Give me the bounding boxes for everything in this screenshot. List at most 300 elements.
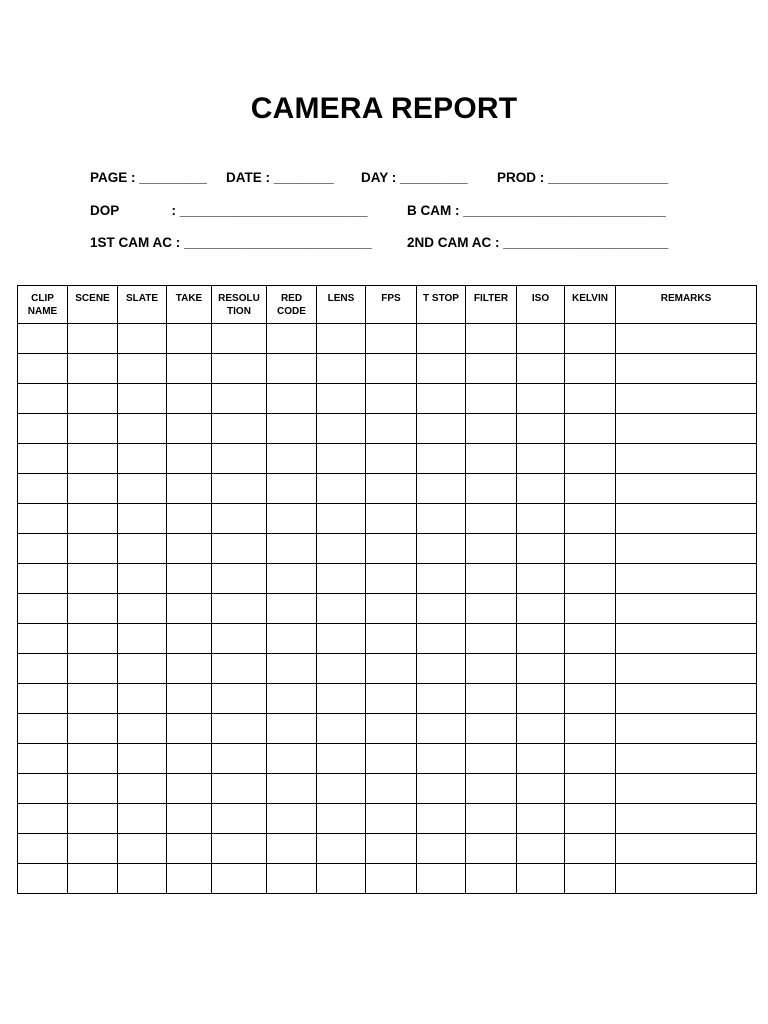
table-cell[interactable]: [18, 744, 68, 774]
table-cell[interactable]: [167, 564, 212, 594]
table-cell[interactable]: [565, 624, 616, 654]
table-cell[interactable]: [167, 444, 212, 474]
column-header-kelvin: [565, 286, 616, 324]
table-cell[interactable]: [118, 534, 167, 564]
table-cell[interactable]: [417, 594, 466, 624]
second-cam-ac-field[interactable]: 2ND CAM AC : ______________________: [407, 235, 669, 250]
table-cell[interactable]: [417, 654, 466, 684]
table-cell[interactable]: [317, 324, 366, 354]
table-cell[interactable]: [616, 684, 757, 714]
table-cell[interactable]: [366, 624, 417, 654]
table-cell[interactable]: [517, 864, 565, 894]
table-cell[interactable]: [317, 654, 366, 684]
table-cell[interactable]: [466, 414, 517, 444]
table-cell[interactable]: [212, 594, 267, 624]
table-cell[interactable]: [317, 414, 366, 444]
table-cell[interactable]: [616, 864, 757, 894]
table-row: [18, 744, 757, 774]
table-cell[interactable]: [616, 594, 757, 624]
table-cell[interactable]: [267, 564, 317, 594]
table-cell[interactable]: [317, 774, 366, 804]
table-cell[interactable]: [466, 504, 517, 534]
column-header-line: FILTER: [473, 293, 509, 304]
table-cell[interactable]: [68, 804, 118, 834]
table-row: [18, 654, 757, 684]
table-cell[interactable]: [517, 684, 565, 714]
table-cell[interactable]: [417, 444, 466, 474]
table-cell[interactable]: [466, 744, 517, 774]
table-cell[interactable]: [417, 504, 466, 534]
table-cell[interactable]: [167, 384, 212, 414]
table-cell[interactable]: [366, 774, 417, 804]
table-row: [18, 594, 757, 624]
column-header-line: FPS: [381, 293, 401, 304]
table-cell[interactable]: [118, 444, 167, 474]
table-cell[interactable]: [466, 654, 517, 684]
table-cell[interactable]: [565, 384, 616, 414]
table-cell[interactable]: [68, 834, 118, 864]
table-cell[interactable]: [267, 744, 317, 774]
table-cell[interactable]: [18, 354, 68, 384]
table-cell[interactable]: [167, 804, 212, 834]
table-cell[interactable]: [267, 534, 317, 564]
table-cell[interactable]: [212, 444, 267, 474]
table-cell[interactable]: [267, 474, 317, 504]
table-cell[interactable]: [565, 714, 616, 744]
table-cell[interactable]: [517, 774, 565, 804]
table-cell[interactable]: [18, 504, 68, 534]
table-cell[interactable]: [366, 714, 417, 744]
table-cell[interactable]: [267, 444, 317, 474]
table-cell[interactable]: [68, 564, 118, 594]
column-header-line: CODE: [277, 305, 306, 317]
table-cell[interactable]: [565, 864, 616, 894]
table-cell[interactable]: [417, 804, 466, 834]
table-cell[interactable]: [68, 504, 118, 534]
table-cell[interactable]: [118, 774, 167, 804]
table-cell[interactable]: [317, 684, 366, 714]
table-cell[interactable]: [417, 534, 466, 564]
table-cell[interactable]: [616, 774, 757, 804]
table-cell[interactable]: [68, 474, 118, 504]
table-cell[interactable]: [317, 354, 366, 384]
table-cell[interactable]: [118, 324, 167, 354]
table-cell[interactable]: [616, 714, 757, 744]
column-header-line: SLATE: [125, 293, 159, 304]
table-cell[interactable]: [366, 864, 417, 894]
table-cell[interactable]: [167, 414, 212, 444]
table-cell[interactable]: [616, 474, 757, 504]
table-cell[interactable]: [18, 684, 68, 714]
table-cell[interactable]: [517, 324, 565, 354]
table-cell[interactable]: [212, 564, 267, 594]
table-cell[interactable]: [317, 534, 366, 564]
table-cell[interactable]: [417, 474, 466, 504]
table-cell[interactable]: [565, 774, 616, 804]
table-cell[interactable]: [68, 444, 118, 474]
table-cell[interactable]: [565, 504, 616, 534]
table-cell[interactable]: [317, 744, 366, 774]
table-cell[interactable]: [517, 594, 565, 624]
table-cell[interactable]: [68, 684, 118, 714]
table-cell[interactable]: [267, 774, 317, 804]
table-cell[interactable]: [18, 384, 68, 414]
table-header-row: [18, 286, 757, 324]
table-cell[interactable]: [18, 834, 68, 864]
table-cell[interactable]: [212, 384, 267, 414]
table-cell[interactable]: [417, 624, 466, 654]
table-row: [18, 504, 757, 534]
table-cell[interactable]: [212, 654, 267, 684]
table-cell[interactable]: [68, 384, 118, 414]
table-cell[interactable]: [317, 444, 366, 474]
b-cam-field[interactable]: B CAM : ___________________________: [407, 203, 666, 218]
table-cell[interactable]: [118, 474, 167, 504]
column-header-fps: [366, 286, 417, 324]
table-cell[interactable]: [366, 534, 417, 564]
table-cell[interactable]: [517, 564, 565, 594]
table-cell[interactable]: [565, 594, 616, 624]
table-cell[interactable]: [118, 744, 167, 774]
table-cell[interactable]: [366, 744, 417, 774]
table-cell[interactable]: [616, 414, 757, 444]
table-cell[interactable]: [417, 384, 466, 414]
table-cell[interactable]: [68, 414, 118, 444]
column-header-line: TAKE: [175, 293, 203, 304]
table-cell[interactable]: [466, 684, 517, 714]
table-cell[interactable]: [18, 804, 68, 834]
table-cell[interactable]: [212, 474, 267, 504]
table-cell[interactable]: [466, 354, 517, 384]
table-cell[interactable]: [167, 684, 212, 714]
table-cell[interactable]: [417, 864, 466, 894]
prod-field[interactable]: PROD : ________________: [497, 170, 669, 185]
table-cell[interactable]: [267, 594, 317, 624]
day-field[interactable]: DAY : _________: [361, 170, 468, 185]
table-cell[interactable]: [616, 444, 757, 474]
table-cell[interactable]: [417, 564, 466, 594]
table-cell[interactable]: [517, 714, 565, 744]
table-cell[interactable]: [18, 444, 68, 474]
table-cell[interactable]: [317, 834, 366, 864]
table-cell[interactable]: [68, 624, 118, 654]
table-cell[interactable]: [317, 594, 366, 624]
table-cell[interactable]: [317, 804, 366, 834]
column-header-slate: [118, 286, 167, 324]
table-cell[interactable]: [267, 414, 317, 444]
table-cell[interactable]: [366, 414, 417, 444]
table-cell[interactable]: [565, 414, 616, 444]
table-cell[interactable]: [167, 624, 212, 654]
table-cell[interactable]: [212, 804, 267, 834]
table-cell[interactable]: [466, 474, 517, 504]
table-cell[interactable]: [366, 654, 417, 684]
table-row: [18, 714, 757, 744]
column-header-line: RED: [280, 293, 303, 304]
table-cell[interactable]: [68, 714, 118, 744]
table-cell[interactable]: [118, 564, 167, 594]
table-cell[interactable]: [18, 624, 68, 654]
table-cell[interactable]: [565, 444, 616, 474]
table-cell[interactable]: [18, 774, 68, 804]
table-cell[interactable]: [18, 324, 68, 354]
page-field[interactable]: PAGE : _________: [90, 170, 207, 185]
table-cell[interactable]: [317, 564, 366, 594]
table-cell[interactable]: [212, 834, 267, 864]
table-cell[interactable]: [267, 804, 317, 834]
table-cell[interactable]: [18, 534, 68, 564]
table-cell[interactable]: [118, 684, 167, 714]
table-cell[interactable]: [565, 324, 616, 354]
table-cell[interactable]: [366, 504, 417, 534]
table-cell[interactable]: [517, 354, 565, 384]
column-header-line: T STOP: [423, 293, 459, 304]
table-row: [18, 624, 757, 654]
table-cell[interactable]: [212, 714, 267, 744]
page-title: CAMERA REPORT: [250, 92, 518, 125]
table-cell[interactable]: [417, 744, 466, 774]
table-cell[interactable]: [212, 504, 267, 534]
table-cell[interactable]: [565, 834, 616, 864]
table-cell[interactable]: [466, 804, 517, 834]
table-cell[interactable]: [68, 744, 118, 774]
table-cell[interactable]: [167, 714, 212, 744]
table-row: [18, 384, 757, 414]
table-cell[interactable]: [417, 714, 466, 744]
table-cell[interactable]: [466, 864, 517, 894]
column-header-line: RESOLU: [218, 293, 260, 304]
table-cell[interactable]: [517, 444, 565, 474]
table-cell[interactable]: [517, 654, 565, 684]
table-cell[interactable]: [18, 474, 68, 504]
table-cell[interactable]: [68, 864, 118, 894]
table-cell[interactable]: [466, 714, 517, 744]
column-header-line: REMARKS: [660, 293, 712, 304]
column-header-take: [167, 286, 212, 324]
table-row: [18, 804, 757, 834]
table-row: [18, 474, 757, 504]
table-cell[interactable]: [267, 624, 317, 654]
table-cell[interactable]: [317, 504, 366, 534]
table-cell[interactable]: [267, 324, 317, 354]
table-cell[interactable]: [417, 354, 466, 384]
table-cell[interactable]: [466, 444, 517, 474]
table-cell[interactable]: [118, 714, 167, 744]
table-cell[interactable]: [565, 684, 616, 714]
table-cell[interactable]: [68, 654, 118, 684]
table-cell[interactable]: [167, 834, 212, 864]
table-cell[interactable]: [466, 594, 517, 624]
table-row: [18, 534, 757, 564]
column-header-iso: [517, 286, 565, 324]
table-cell[interactable]: [616, 504, 757, 534]
table-cell[interactable]: [68, 594, 118, 624]
table-row: [18, 684, 757, 714]
table-cell[interactable]: [267, 864, 317, 894]
column-header-filter: [466, 286, 517, 324]
table-cell[interactable]: [18, 714, 68, 744]
table-cell[interactable]: [517, 504, 565, 534]
table-cell[interactable]: [565, 744, 616, 774]
table-cell[interactable]: [366, 684, 417, 714]
table-cell[interactable]: [366, 474, 417, 504]
table-cell[interactable]: [118, 384, 167, 414]
table-cell[interactable]: [366, 564, 417, 594]
table-row: [18, 834, 757, 864]
column-header-t-stop: [417, 286, 466, 324]
table-cell[interactable]: [68, 354, 118, 384]
table-cell[interactable]: [366, 594, 417, 624]
table-cell[interactable]: [118, 414, 167, 444]
table-cell[interactable]: [212, 864, 267, 894]
table-cell[interactable]: [317, 624, 366, 654]
table-cell[interactable]: [267, 834, 317, 864]
table-cell[interactable]: [366, 384, 417, 414]
table-cell[interactable]: [417, 414, 466, 444]
table-cell[interactable]: [366, 354, 417, 384]
table-cell[interactable]: [517, 804, 565, 834]
table-cell[interactable]: [466, 384, 517, 414]
table-cell[interactable]: [517, 474, 565, 504]
table-cell[interactable]: [466, 324, 517, 354]
column-header-scene: [68, 286, 118, 324]
table-cell[interactable]: [118, 354, 167, 384]
table-cell[interactable]: [466, 564, 517, 594]
column-header-line: KELVIN: [572, 293, 608, 304]
table-cell[interactable]: [616, 654, 757, 684]
table-cell[interactable]: [616, 564, 757, 594]
table-cell[interactable]: [565, 354, 616, 384]
column-header-remarks: [616, 286, 757, 324]
table-cell[interactable]: [317, 864, 366, 894]
table-cell[interactable]: [267, 384, 317, 414]
table-cell[interactable]: [212, 684, 267, 714]
table-cell[interactable]: [167, 654, 212, 684]
table-cell[interactable]: [616, 804, 757, 834]
table-cell[interactable]: [212, 534, 267, 564]
table-cell[interactable]: [118, 864, 167, 894]
table-cell[interactable]: [68, 534, 118, 564]
table-row: [18, 774, 757, 804]
column-header-line: LENS: [327, 293, 355, 304]
table-cell[interactable]: [317, 384, 366, 414]
table-cell[interactable]: [167, 774, 212, 804]
table-cell[interactable]: [18, 414, 68, 444]
table-cell[interactable]: [118, 594, 167, 624]
table-cell[interactable]: [212, 624, 267, 654]
table-cell[interactable]: [417, 324, 466, 354]
column-header-lens: [317, 286, 366, 324]
column-header-line: NAME: [27, 305, 58, 317]
table-cell[interactable]: [118, 834, 167, 864]
table-cell[interactable]: [366, 444, 417, 474]
column-header-line: CLIP: [31, 293, 54, 304]
table-cell[interactable]: [167, 324, 212, 354]
table-cell[interactable]: [466, 624, 517, 654]
first-cam-ac-field[interactable]: 1ST CAM AC : _________________________: [90, 235, 372, 250]
table-cell[interactable]: [317, 474, 366, 504]
date-field[interactable]: DATE : ________: [226, 170, 334, 185]
table-cell[interactable]: [366, 834, 417, 864]
table-cell[interactable]: [267, 654, 317, 684]
table-cell[interactable]: [565, 534, 616, 564]
table-cell[interactable]: [616, 534, 757, 564]
table-cell[interactable]: [565, 654, 616, 684]
table-cell[interactable]: [616, 834, 757, 864]
table-cell[interactable]: [466, 534, 517, 564]
table-cell[interactable]: [267, 504, 317, 534]
table-cell[interactable]: [18, 594, 68, 624]
table-cell[interactable]: [616, 624, 757, 654]
table-cell[interactable]: [118, 504, 167, 534]
table-cell[interactable]: [212, 324, 267, 354]
table-cell[interactable]: [167, 354, 212, 384]
table-cell[interactable]: [212, 744, 267, 774]
table-body: [18, 324, 757, 894]
table-cell[interactable]: [68, 774, 118, 804]
table-cell[interactable]: [68, 324, 118, 354]
table-cell[interactable]: [212, 414, 267, 444]
table-cell[interactable]: [212, 774, 267, 804]
table-cell[interactable]: [466, 834, 517, 864]
table-cell[interactable]: [517, 414, 565, 444]
table-cell[interactable]: [267, 684, 317, 714]
table-cell[interactable]: [118, 624, 167, 654]
table-cell[interactable]: [616, 384, 757, 414]
table-cell[interactable]: [167, 504, 212, 534]
table-cell[interactable]: [18, 864, 68, 894]
table-cell[interactable]: [565, 804, 616, 834]
table-cell[interactable]: [167, 744, 212, 774]
table-cell[interactable]: [366, 804, 417, 834]
table-cell[interactable]: [167, 594, 212, 624]
table-cell[interactable]: [267, 354, 317, 384]
table-cell[interactable]: [616, 744, 757, 774]
table-cell[interactable]: [118, 654, 167, 684]
table-cell[interactable]: [466, 774, 517, 804]
dop-field[interactable]: DOP : _________________________: [90, 203, 368, 218]
table-cell[interactable]: [616, 324, 757, 354]
table-cell[interactable]: [18, 654, 68, 684]
table-cell[interactable]: [565, 564, 616, 594]
table-cell[interactable]: [212, 354, 267, 384]
table-cell[interactable]: [18, 564, 68, 594]
table-cell[interactable]: [417, 774, 466, 804]
table-cell[interactable]: [616, 354, 757, 384]
table-cell[interactable]: [517, 624, 565, 654]
table-cell[interactable]: [517, 744, 565, 774]
table-cell[interactable]: [317, 714, 366, 744]
column-header-resolution: [212, 286, 267, 324]
table-cell[interactable]: [517, 834, 565, 864]
table-cell[interactable]: [417, 684, 466, 714]
table-cell[interactable]: [167, 864, 212, 894]
table-cell[interactable]: [517, 384, 565, 414]
table-row: [18, 864, 757, 894]
table-row: [18, 324, 757, 354]
table-cell[interactable]: [565, 474, 616, 504]
column-header-line: SCENE: [75, 293, 110, 304]
table-cell[interactable]: [118, 804, 167, 834]
table-cell[interactable]: [167, 534, 212, 564]
column-header-red-code: [267, 286, 317, 324]
table-row: [18, 444, 757, 474]
table-cell[interactable]: [417, 834, 466, 864]
table-cell[interactable]: [267, 714, 317, 744]
table-cell[interactable]: [366, 324, 417, 354]
table-cell[interactable]: [517, 534, 565, 564]
table-cell[interactable]: [167, 474, 212, 504]
